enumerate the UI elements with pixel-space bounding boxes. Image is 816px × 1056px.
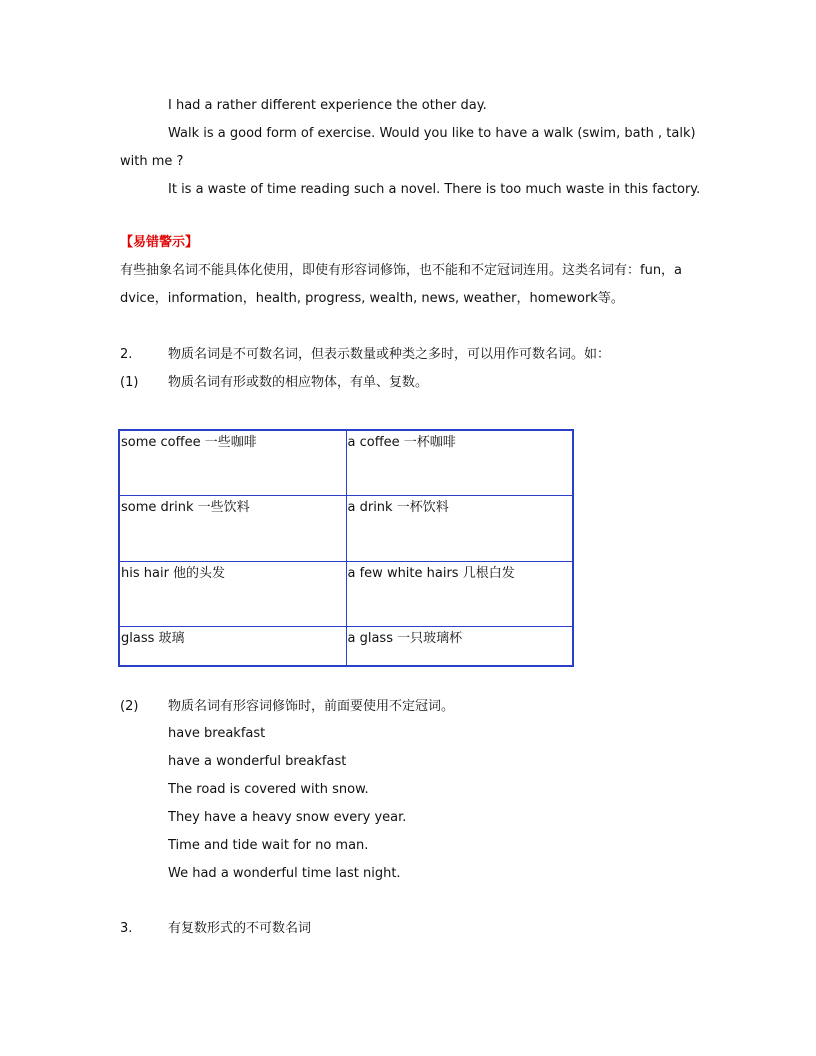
section-2-text: 物质名词是不可数名词，但表示数量或种类之多时，可以用作可数名词。如： [168, 347, 611, 362]
section-2-number: 2. [120, 347, 133, 362]
example-line-2a: Walk is a good form of exercise. Would you like to have a walk (swim, bath , talk) [168, 126, 696, 141]
table-row [119, 430, 573, 496]
sub-2-text: 物质名词有形容词修饰时，前面要使用不定冠词。 [168, 699, 455, 714]
example-line-1: I had a rather different experience the other day. [168, 98, 487, 113]
table-cell: a few white hairs 几根白发 [346, 561, 573, 627]
sub-2-example: We had a wonderful time last night. [168, 866, 401, 881]
vocab-table [118, 429, 574, 667]
sub-1-text: 物质名词有形或数的相应物体，有单、复数。 [168, 375, 429, 390]
example-line-3: It is a waste of time reading such a novel. There is too much waste in this factory. [168, 182, 701, 197]
sub-2-number: (2) [120, 699, 139, 714]
section-3-text: 有复数形式的不可数名词 [168, 921, 312, 936]
sub-2-example: have a wonderful breakfast [168, 754, 347, 769]
sub-2-example: They have a heavy snow every year. [168, 810, 407, 825]
warning-heading: 【易错警示】 [120, 235, 199, 250]
table-cell: a glass 一只玻璃杯 [346, 627, 573, 666]
table-row [119, 561, 573, 627]
sub-2-example: The road is covered with snow. [168, 782, 369, 797]
table-cell: glass 玻璃 [119, 627, 346, 666]
warning-text-1: 有些抽象名词不能具体化使用，即使有形容词修饰，也不能和不定冠词连用。这类名词有：fun，a [120, 263, 683, 278]
sub-2-example: have breakfast [168, 726, 266, 741]
table-row [119, 496, 573, 562]
example-line-2b: with me ? [120, 154, 184, 169]
table-cell: a drink 一杯饮料 [346, 496, 573, 562]
sub-1-number: (1) [120, 375, 139, 390]
table-cell: some drink 一些饮料 [119, 496, 346, 562]
table-row [119, 627, 573, 666]
table-cell: some coffee 一些咖啡 [119, 430, 346, 496]
warning-text-2: dvice，information，health, progress, wealth, news, weather，homework等。 [120, 291, 624, 306]
table-cell: his hair 他的头发 [119, 561, 346, 627]
sub-2-example: Time and tide wait for no man. [168, 838, 369, 853]
table-cell: a coffee 一杯咖啡 [346, 430, 573, 496]
section-3-number: 3. [120, 921, 133, 936]
